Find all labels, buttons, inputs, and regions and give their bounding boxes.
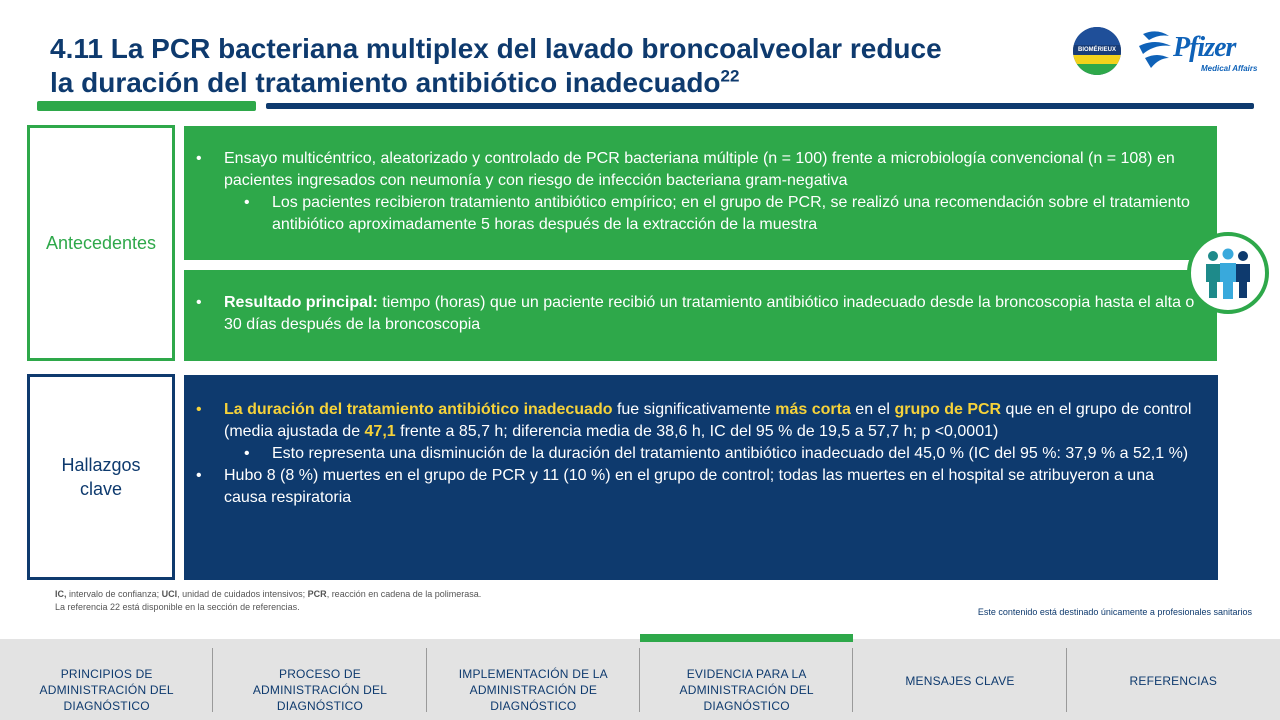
background-subbullet: • Los pacientes recibieron tratamiento antibiótico empírico; en el grupo de PCR, se realizó una recomendación sobre el tratamiento antibiótico aproximadamente 5 horas después de la extracción de la muestra bbox=[244, 194, 1190, 233]
nav-referencias[interactable]: REFERENCIAS bbox=[1129, 673, 1218, 688]
finding-bullet-2: • Hubo 8 (8 %) muertes en el grupo de PCR y 11 (10 %) en el grupo de control; todas las muertes en el hospital se atribuyeron a una causa respiratoria bbox=[196, 467, 1154, 506]
title-line-1: 4.11 La PCR bacteriana multiplex del lavado broncoalveolar reduce bbox=[50, 33, 942, 64]
outcome-panel bbox=[184, 270, 1217, 361]
page-title bbox=[50, 32, 1090, 100]
biomerieux-logo: BIOMÉRIEUX bbox=[1073, 27, 1121, 75]
bottom-navigation bbox=[0, 639, 1280, 720]
nav-principios[interactable]: PRINCIPIOS DE ADMINISTRACIÓN DEL DIAGNÓSTICO bbox=[0, 639, 213, 720]
footnote: IC, intervalo de confianza; UCI, unidad de cuidados intensivos; PCR, reacción en cadena de la polimerasa. La referencia 22 está disponible en la sección de referencias. bbox=[55, 589, 482, 612]
nav-mensajes-clave[interactable]: MENSAJES CLAVE bbox=[853, 639, 1066, 720]
outcome-bullet: • Resultado principal: tiempo (horas) que un paciente recibió un tratamiento antibiótico inadecuado desde la broncoscopia hasta el alta o 30 días después de la broncoscopia bbox=[196, 294, 1195, 333]
people-group-icon bbox=[1187, 232, 1269, 314]
finding-bullet-1: • La duración del tratamiento antibiótico inadecuado fue significativamente más corta en el grupo de PCR que en el grupo de control (media ajustada de 47,1 frente a 85,7 h; diferencia media de 38,6 h, IC del 95 % de 19,5 a 57,7 h; p <0,0001) bbox=[196, 401, 1192, 440]
title-reference: 22 bbox=[720, 66, 740, 86]
hallazgos-label: Hallazgos clave bbox=[27, 374, 175, 580]
nav-implementacion[interactable]: IMPLEMENTACIÓN DE LA ADMINISTRACIÓN DE DIAGNÓSTICO bbox=[427, 639, 640, 720]
nav-proceso[interactable]: PROCESO DE ADMINISTRACIÓN DEL DIAGNÓSTICO bbox=[213, 639, 426, 720]
antecedentes-label: Antecedentes bbox=[27, 125, 175, 361]
title-line-2: la duración del tratamiento antibiótico inadecuado bbox=[50, 67, 721, 98]
title-underline-navy bbox=[266, 103, 1254, 109]
background-panel bbox=[184, 126, 1217, 260]
nav-evidencia[interactable]: EVIDENCIA PARA LA ADMINISTRACIÓN DEL DIAGNÓSTICO bbox=[640, 639, 853, 720]
hcp-disclaimer: Este contenido está destinado únicamente a profesionales sanitarios bbox=[977, 607, 1252, 617]
pfizer-logo: Pfizer Medical Affairs bbox=[1135, 26, 1265, 76]
pfizer-mark-icon bbox=[1135, 28, 1175, 72]
findings-panel bbox=[184, 375, 1218, 580]
reference-note: La referencia 22 está disponible en la sección de referencias. bbox=[55, 602, 300, 612]
title-underline-green bbox=[37, 101, 256, 111]
finding-subbullet: • Esto representa una disminución de la duración del tratamiento antibiótico inadecuado del 45,0 % (IC del 95 %: 37,9 % a 52,1 %) bbox=[244, 445, 1189, 462]
background-bullet: • Ensayo multicéntrico, aleatorizado y controlado de PCR bacteriana múltiple (n = 100) frente a microbiología convencional (n = 108) en pacientes ingresados con neumonía y con riesgo de infección bacteriana gram-negativa bbox=[196, 150, 1175, 189]
